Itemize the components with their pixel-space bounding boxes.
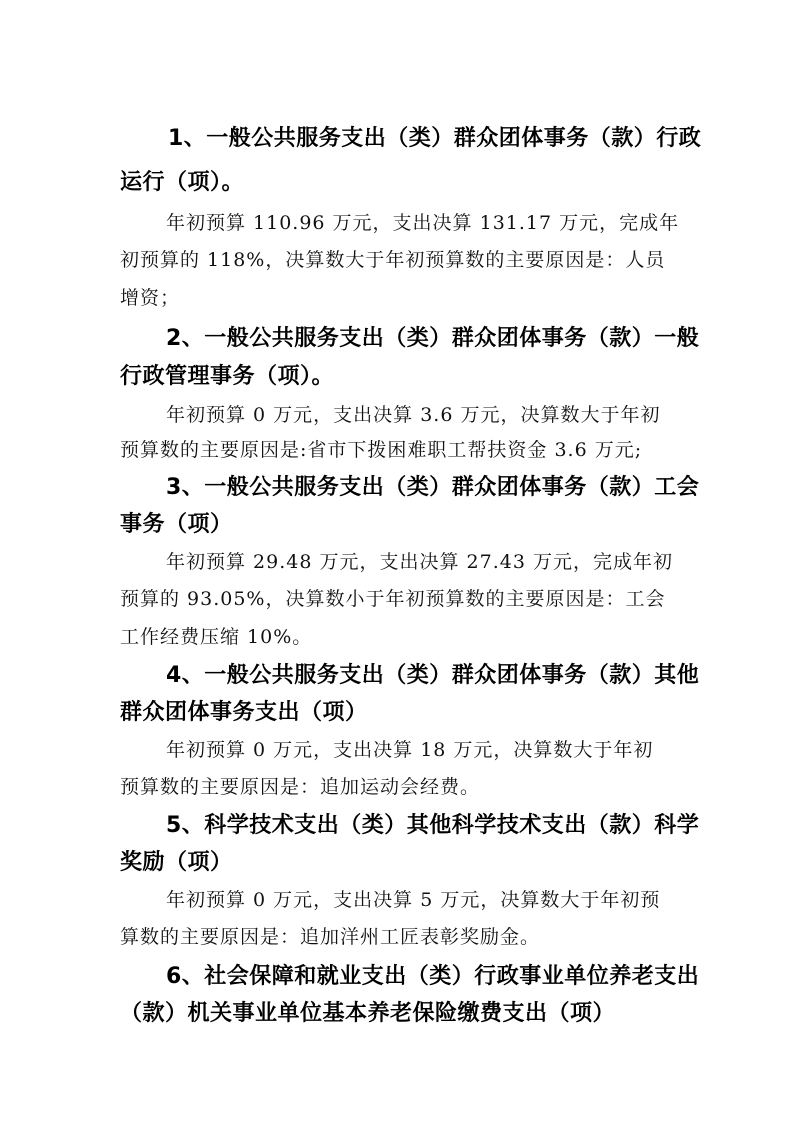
section-4-body-line-2: 预算数的主要原因是：追加运动会经费。 — [120, 776, 481, 798]
section-6-heading-line-1: 6、社会保障和就业支出（类）行政事业单位养老支出 — [166, 964, 700, 989]
section-3-body-line-3: 工作经费压缩 10%。 — [120, 626, 313, 648]
section-4-heading-line-2: 群众团体事务支出（项） — [120, 700, 368, 725]
section-1-heading-line-1: 1、一般公共服务支出（类）群众团体事务（款）行政 — [168, 126, 702, 151]
section-5-heading-line-1: 5、科学技术支出（类）其他科学技术支出（款）科学 — [166, 813, 700, 838]
section-2-heading-line-2: 行政管理事务（项）。 — [120, 364, 335, 389]
section-4-body-line-1: 年初预算 0 万元，支出决算 18 万元，决算数大于年初 — [166, 739, 654, 761]
section-2-body-line-1: 年初预算 0 万元，支出决算 3.6 万元，决算数大于年初 — [166, 404, 661, 426]
section-2-body-line-2: 预算数的主要原因是:省市下拨困难职工帮扶资金 3.6 万元; — [120, 439, 643, 461]
section-5-heading-line-2: 奖励（项） — [120, 850, 233, 875]
section-1-body-line-3: 增资； — [120, 287, 181, 309]
section-3-heading-line-1: 3、一般公共服务支出（类）群众团体事务（款）工会 — [166, 475, 700, 500]
section-2-heading-line-1: 2、一般公共服务支出（类）群众团体事务（款）一般 — [166, 326, 700, 351]
section-6-heading-line-2: （款）机关事业单位基本养老保险缴费支出（项） — [120, 1001, 616, 1026]
section-1-body-line-2: 初预算的 118%，决算数大于年初预算数的主要原因是：人员 — [120, 249, 666, 271]
section-5-body-line-1: 年初预算 0 万元，支出决算 5 万元，决算数大于年初预 — [166, 889, 661, 911]
section-4-heading-line-1: 4、一般公共服务支出（类）群众团体事务（款）其他 — [166, 663, 700, 688]
section-3-body-line-2: 预算的 93.05%，决算数小于年初预算数的主要原因是：工会 — [120, 588, 666, 610]
section-1-body-line-1: 年初预算 110.96 万元，支出决算 131.17 万元，完成年 — [166, 212, 680, 234]
section-3-heading-line-2: 事务（项） — [120, 512, 233, 537]
section-3-body-line-1: 年初预算 29.48 万元，支出决算 27.43 万元，完成年初 — [166, 551, 673, 573]
section-5-body-line-2: 算数的主要原因是：追加洋州工匠表彰奖励金。 — [120, 926, 541, 948]
section-1-heading-line-2: 运行（项）。 — [120, 170, 245, 195]
